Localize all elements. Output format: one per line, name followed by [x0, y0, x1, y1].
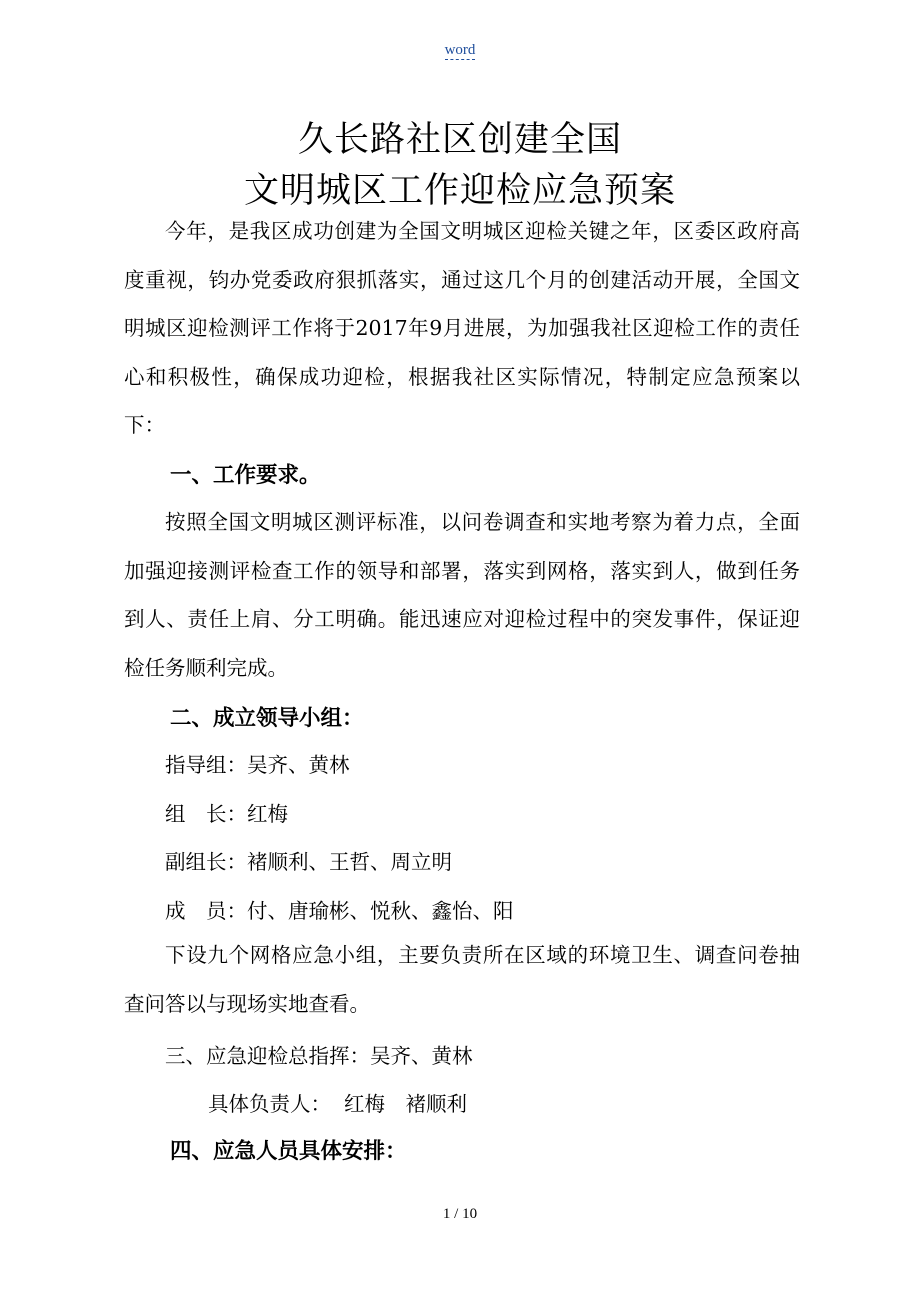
intro-paragraph: 今年，是我区成功创建为全国文明城区迎检关键之年，区委区政府高度重视，钧办党委政府狠抓落实，通过这几个月的创建活动开展，全国文明城区迎检测评工作将于2017年9月进展，为加强我社区迎检工作的责任心和积极性，确保成功迎检，根据我社区实际情况，特制定应急预案以下： [124, 219, 800, 437]
section-4-heading: 四、应急人员具体安排： [170, 1139, 407, 1164]
header-word-text[interactable]: word [444, 42, 476, 58]
section-1-body: 按照全国文明城区测评标准，以问卷调查和实地考察为着力点，全面加强迎接测评检查工作的领导和部署，落实到网格，落实到人，做到任务到人、责任上肩、分工明确。能迅速应对迎检过程中的突发事件，保证迎检任务顺利完成。 [124, 510, 800, 680]
leader-head: 组 长：红梅 [165, 802, 288, 826]
section-3-responsible: 具体负责人： 红梅 褚顺利 [208, 1092, 468, 1116]
leader-deputies: 副组长：褚顺利、王哲、周立明 [165, 850, 452, 874]
section-3-line: 三、应急迎检总指挥：吴齐、黄林 [165, 1044, 473, 1068]
section-2-heading: 二、成立领导小组： [170, 706, 364, 731]
leader-guidance-group: 指导组：吴齐、黄林 [165, 753, 350, 777]
document-title-line-2: 文明城区工作迎检应急预案 [243, 171, 676, 211]
leader-members: 成 员：付、唐瑜彬、悦秋、鑫怡、阳 [165, 899, 514, 923]
section-1-heading: 一、工作要求。 [170, 463, 321, 488]
section-2-note: 下设九个网格应急小组，主要负责所在区域的环境卫生、调查问卷抽查问答以与现场实地查看。 [124, 943, 800, 1016]
page-number: 1 / 10 [442, 1206, 478, 1222]
header-word-link[interactable] [0, 42, 920, 59]
document-title-line-1: 久长路社区创建全国 [297, 120, 622, 160]
